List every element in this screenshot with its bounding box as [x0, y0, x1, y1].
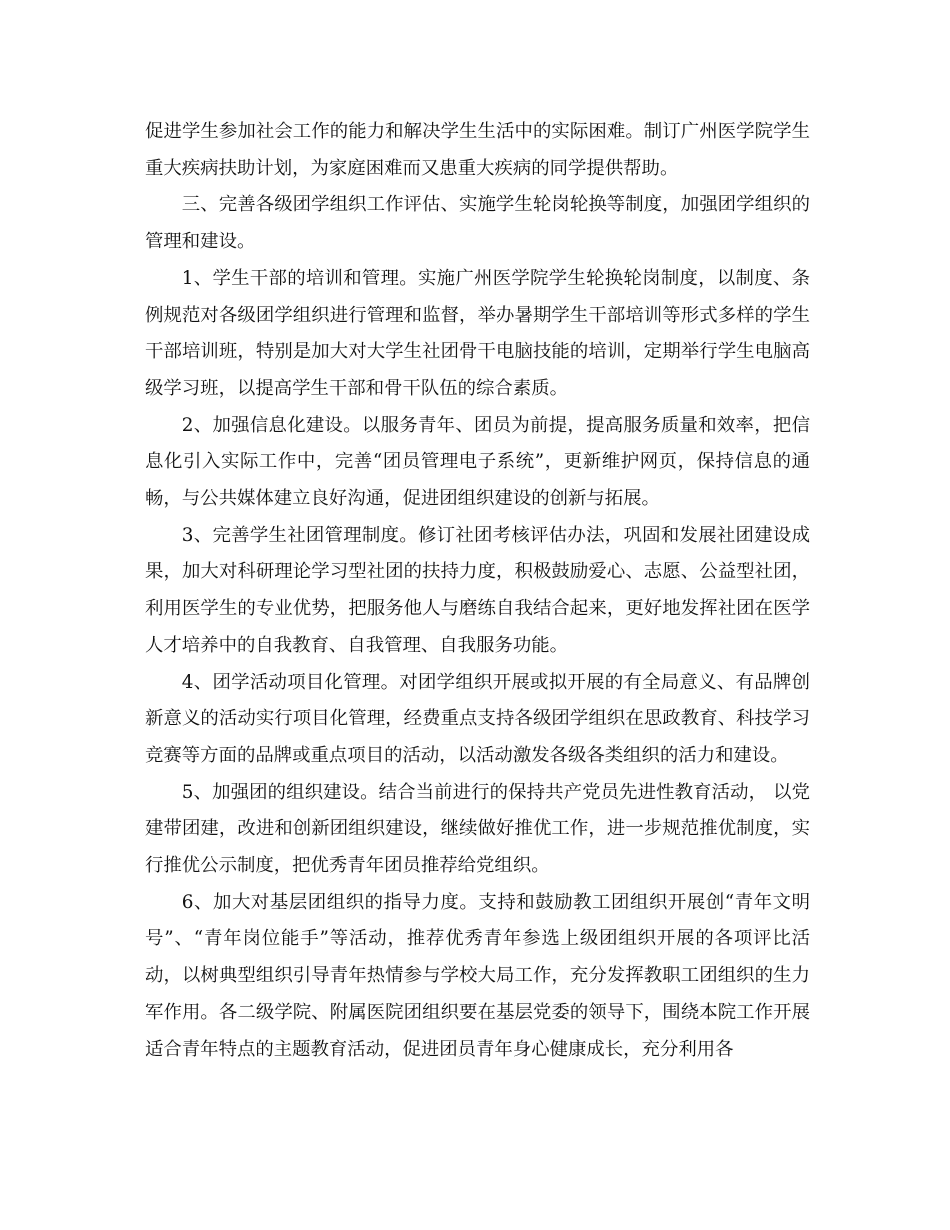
paragraph-item-2-informatization: 2、加强信息化建设。以服务青年、团员为前提，提高服务质量和效率，把信息化引入实际工作中，完善“团员管理电子系统”，更新维护网页，保持信息的通畅，与公共媒体建立良好沟通，促进团组织建设的创新与拓展。 [145, 414, 810, 510]
paragraph-item-1-cadre-training: 1、学生干部的培训和管理。实施广州医学院学生轮换轮岗制度，以制度、条例规范对各级团学组织进行管理和监督，举办暑期学生干部培训等形式多样的学生干部培训班，特别是加大对大学生社团骨干电脑技能的培训，定期举行学生电脑高级学习班，以提高学生干部和骨干队伍的综合素质。 [145, 267, 810, 399]
paragraph-section-three-heading: 三、完善各级团学组织工作评估、实施学生轮岗轮换等制度，加强团学组织的管理和建设。 [145, 194, 810, 253]
document-body [145, 114, 810, 1068]
paragraph-item-6-grassroots-guidance: 6、加大对基层团组织的指导力度。支持和鼓励教工团组织开展创“青年文明号”、“青年岗位能手”等活动，推荐优秀青年参选上级团组织开展的各项评比活动，以树典型组织引导青年热情参与学校大局工作，充分发挥教职工团组织的生力军作用。各二级学院、附属医院团组织要在基层党委的领导下，围绕本院工作开展适合青年特点的主题教育活动，促进团员青年身心健康成长，充分利用各 [145, 891, 810, 1060]
paragraph-item-5-organization-building: 5、加强团的组织建设。结合当前进行的保持共产党员先进性教育活动， 以党建带团建，改进和创新团组织建设，继续做好推优工作，进一步规范推优制度，实行推优公示制度，把优秀青年团员推荐给党组织。 [145, 781, 810, 877]
paragraph-item-3-club-management: 3、完善学生社团管理制度。修订社团考核评估办法，巩固和发展社团建设成果，加大对科研理论学习型社团的扶持力度，积极鼓励爱心、志愿、公益型社团，利用医学生的专业优势，把服务他人与磨练自我结合起来，更好地发挥社团在医学人才培养中的自我教育、自我管理、自我服务功能。 [145, 524, 810, 656]
paragraph-item-4-project-management: 4、团学活动项目化管理。对团学组织开展或拟开展的有全局意义、有品牌创新意义的活动实行项目化管理，经费重点支持各级团学组织在思政教育、科技学习竞赛等方面的品牌或重点项目的活动，以活动激发各级各类组织的活力和建设。 [145, 671, 810, 766]
paragraph-continuation: 促进学生参加社会工作的能力和解决学生生活中的实际困难。制订广州医学院学生重大疾病扶助计划，为家庭困难而又患重大疾病的同学提供帮助。 [145, 121, 810, 179]
